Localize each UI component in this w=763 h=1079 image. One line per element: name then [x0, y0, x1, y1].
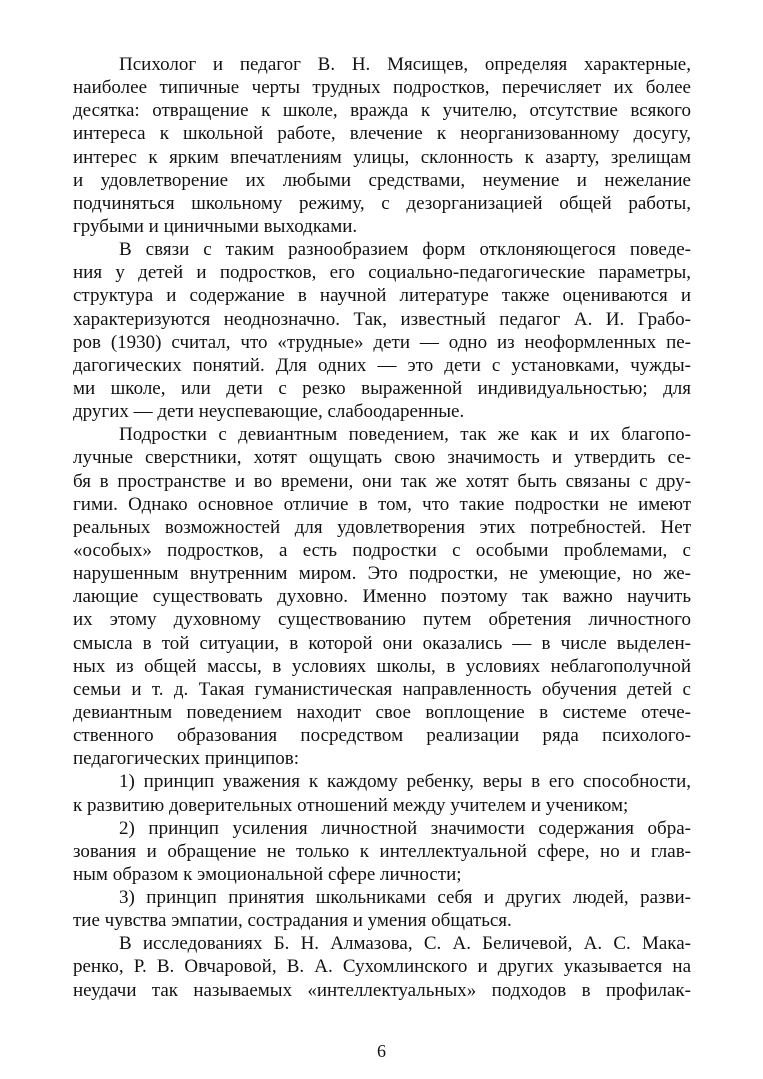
paragraph-6	[73, 886, 691, 932]
page-body	[73, 53, 691, 1002]
text-line: педагогических принципов:	[73, 748, 300, 770]
text-line: семьи и т. д. Такая гуманистическая направленность обучения детей с	[73, 678, 691, 700]
text-line: 2) принцип усиления личностной значимости содержания обра-	[119, 817, 691, 839]
text-line: «особых» подростков, а есть подростки с особыми проблемами, с	[73, 539, 691, 561]
text-line: зования и обращение не только к интеллектуальной сфере, но и глав-	[73, 840, 691, 862]
paragraph-2	[73, 238, 691, 423]
paragraph-4	[73, 770, 691, 816]
text-line: гими. Однако основное отличие в том, что такие подростки не имеют	[73, 493, 691, 515]
text-line: интереса к школьной работе, влечение к неорганизованному досугу,	[73, 123, 691, 145]
text-line: и удовлетворение их любыми средствами, неумение и нежелание	[73, 169, 691, 191]
paragraph-1	[73, 53, 691, 238]
text-line: ным образом к эмоциональной сфере личности;	[73, 863, 462, 885]
text-line: структура и содержание в научной литературе также оцениваются и	[73, 285, 691, 307]
paragraph-5	[73, 817, 691, 886]
text-line: подчиняться школьному режиму, с дезорганизацией общей работы,	[73, 192, 691, 214]
text-line: девиантным поведением находит свое воплощение в системе отече-	[73, 701, 691, 723]
text-line: характеризуются неоднозначно. Так, известный педагог А. И. Грабо-	[73, 308, 691, 330]
text-line: их этому духовному существованию путем обретения личностного	[73, 609, 691, 631]
text-line: бя в пространстве и во времени, они так же хотят быть связаны с дру-	[73, 470, 691, 492]
text-line: 1) принцип уважения к каждому ребенку, веры в его способности,	[119, 771, 691, 793]
text-line: 3) принцип принятия школьниками себя и других людей, разви-	[119, 887, 691, 909]
text-line: смысла в той ситуации, в которой они оказались — в числе выделен-	[73, 632, 691, 654]
paragraph-7	[73, 932, 691, 1001]
page-number: 6	[377, 1041, 386, 1061]
text-line: десятка: отвращение к школе, вражда к учителю, отсутствие всякого	[73, 100, 691, 122]
text-line: Подростки с девиантным поведением, так же как и их благопо-	[119, 424, 691, 446]
text-line: ренко, Р. В. Овчаровой, В. А. Сухомлинского и других указывается на	[73, 956, 691, 978]
text-line: тие чувства эмпатии, сострадания и умения общаться.	[73, 910, 512, 932]
text-line: наиболее типичные черты трудных подростков, перечисляет их более	[73, 77, 691, 99]
text-line: ния у детей и подростков, его социально-педагогические параметры,	[73, 262, 691, 284]
text-line: В исследованиях Б. Н. Алмазова, С. А. Беличевой, А. С. Мака-	[119, 933, 691, 955]
text-line: ственного образования посредством реализации ряда психолого-	[73, 725, 691, 747]
text-line: неудачи так называемых «интеллектуальных» подходов в профилак-	[73, 979, 691, 1001]
text-line: к развитию доверительных отношений между учителем и учеником;	[73, 794, 629, 816]
text-line: ми школе, или дети с резко выраженной индивидуальностью; для	[73, 377, 691, 399]
text-line: нарушенным внутренним миром. Это подростки, не умеющие, но же-	[73, 563, 691, 585]
paragraph-3	[73, 423, 691, 770]
text-line: грубыми и циничными выходками.	[73, 215, 358, 237]
text-line: лающие существовать духовно. Именно поэтому так важно научить	[73, 586, 691, 608]
text-line: интерес к ярким впечатлениям улицы, склонность к азарту, зрелищам	[73, 146, 691, 168]
text-line: реальных возможностей для удовлетворения этих потребностей. Нет	[73, 516, 691, 538]
text-line: Психолог и педагог В. Н. Мясищев, определяя характерные,	[119, 54, 691, 75]
text-line: лучные сверстники, хотят ощущать свою значимость и утвердить се-	[73, 447, 691, 469]
text-line: дагогических понятий. Для одних — это дети с установками, чужды-	[73, 354, 691, 376]
text-line: В связи с таким разнообразием форм отклоняющегося поведе-	[119, 239, 691, 261]
text-line: ных из общей массы, в условиях школы, в условиях неблагополучной	[73, 655, 691, 677]
text-line: ров (1930) считал, что «трудные» дети — одно из неоформленных пе-	[73, 331, 691, 353]
text-line: других — дети неуспевающие, слабоодаренные.	[73, 401, 465, 423]
